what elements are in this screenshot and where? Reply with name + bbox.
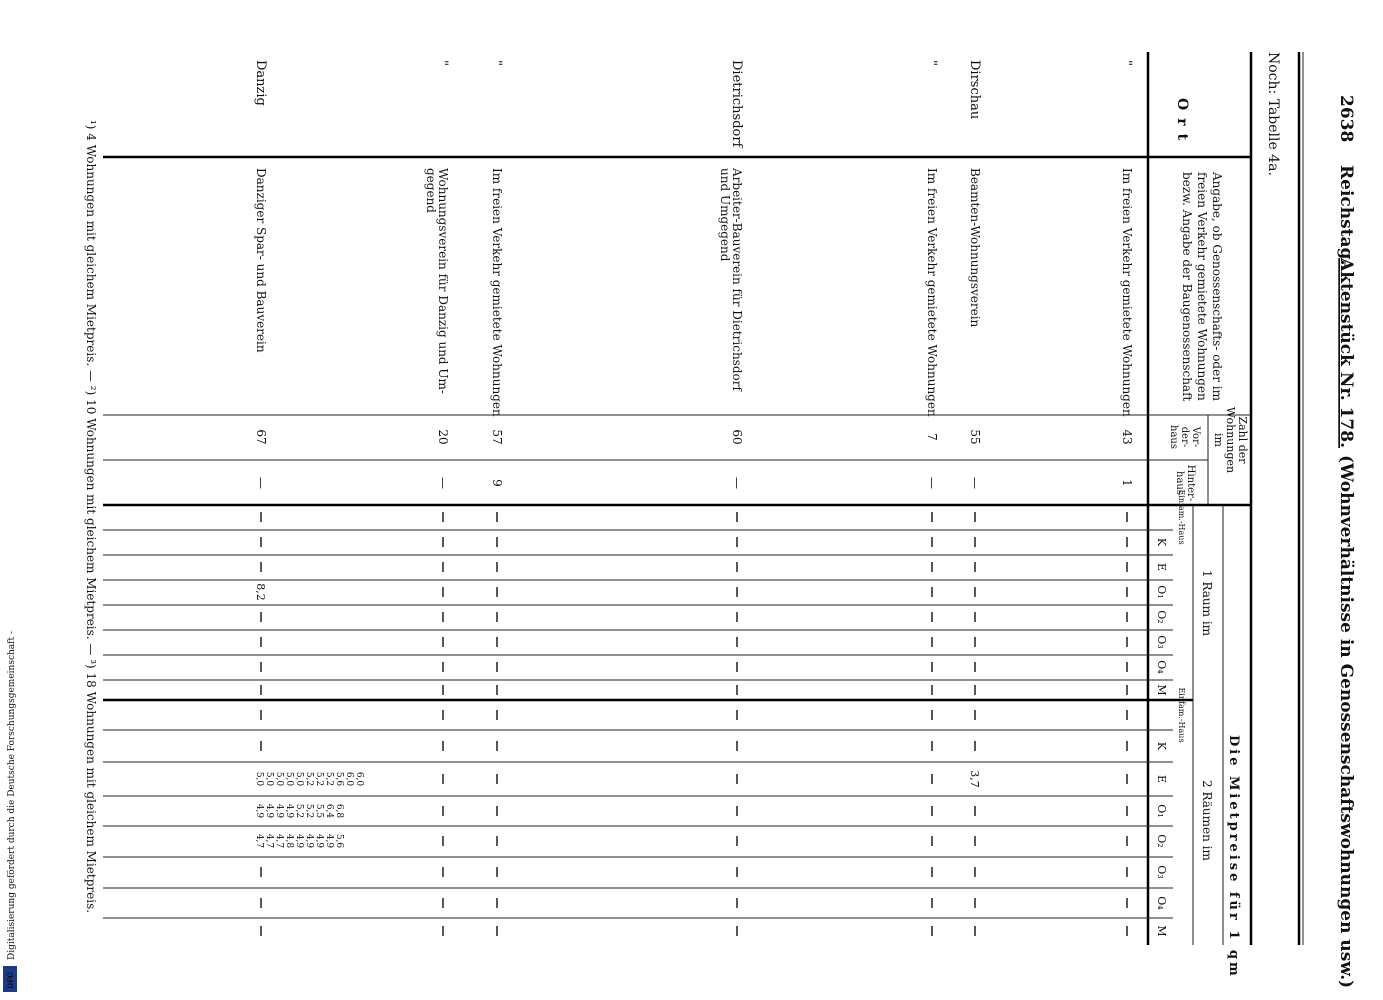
angabe-cell: und Umgegend <box>718 168 732 262</box>
vorderhaus-cell: 7 <box>925 433 939 441</box>
subheader-einfamhaus: Einfam.-Haus <box>1177 687 1186 743</box>
subheader-o2: O₂ <box>1155 834 1168 848</box>
angabe-cell: Im freien Verkehr gemietete Wohnungen <box>1120 168 1134 417</box>
ort-cell: Dirschau <box>967 60 982 120</box>
col-header-hinterhaus-2: haus <box>1174 471 1185 495</box>
angabe-cell: Im freien Verkehr gemietete Wohnungen <box>925 168 939 417</box>
page-number: 2638 <box>1336 95 1356 143</box>
price-cell: 5,5 <box>314 803 324 819</box>
subheader-o2: O₂ <box>1155 610 1168 624</box>
subheader-o3: O₃ <box>1155 865 1168 879</box>
price-cell: 5,2 <box>314 771 324 787</box>
price-cell: 4,8 <box>284 833 294 849</box>
ort-cell: " <box>924 60 939 66</box>
table-continuation-label: Noch: Tabelle 4a. <box>1265 52 1281 176</box>
angabe-cell: Danziger Spar- und Bauverein <box>254 168 268 353</box>
col-header-1-raum: 1 Raum im <box>1200 570 1214 637</box>
header-document: Aktenstück Nr. 178. <box>1336 258 1356 449</box>
subheader-e: E <box>1155 774 1168 784</box>
price-cell: 6,0 <box>354 771 364 787</box>
price-cell: 4,9 <box>304 833 314 849</box>
vorderhaus-cell: 60 <box>730 429 744 445</box>
price-cell: 4,7 <box>274 833 284 849</box>
vorderhaus-cell: 20 <box>436 429 450 445</box>
vorderhaus-cell: 67 <box>254 429 268 445</box>
price-cell: 5,2 <box>324 771 334 787</box>
subheader-o4: O₄ <box>1155 896 1168 910</box>
angabe-cell: gegend <box>424 168 438 213</box>
table-body <box>253 60 1134 936</box>
header-body: Reichstag. <box>1336 165 1356 266</box>
subheader-o3: O₃ <box>1155 635 1168 649</box>
dfg-logo-text: DFG <box>6 971 15 989</box>
ort-cell: " <box>1119 60 1134 66</box>
subheaders-2-raeume <box>1155 687 1186 936</box>
subheader-k: K <box>1155 741 1168 751</box>
subheader-e: E <box>1155 562 1168 572</box>
price-cell: 4,9 <box>274 803 284 819</box>
col-header-mietpreise: Die Mietpreise für 1 qm <box>1226 735 1241 979</box>
price-cell: 5,0 <box>294 771 304 787</box>
price-cell: 4,9 <box>284 803 294 819</box>
hinterhaus-cell: 9 <box>490 479 504 487</box>
col-header-zahl-1: Zahl der <box>1236 416 1249 464</box>
angabe-cell: Wohnungsverein für Danzig und Um- <box>436 168 450 394</box>
subheader-o1: O₁ <box>1155 585 1168 599</box>
angabe-cell: Im freien Verkehr gemietete Wohnungen <box>490 168 504 417</box>
attribution-text: Digitalisierung gefördert durch die Deutsche Forschungsgemeinschaft - <box>7 631 17 960</box>
price-cell: 5,0 <box>264 771 274 787</box>
price-cell: 5,2 <box>294 803 304 819</box>
col-header-zahl-3: im <box>1212 433 1225 447</box>
price-cell: 6,8 <box>334 803 344 819</box>
price-cell: 6,4 <box>324 803 334 819</box>
subheaders-1-raum <box>1155 489 1186 695</box>
price-cell: 8,2 <box>254 583 267 601</box>
ort-cell: Dietrichsdorf <box>729 60 744 148</box>
subheader-m: M <box>1155 684 1168 696</box>
col-header-2-raeume: 2 Räumen im <box>1200 780 1214 861</box>
hinterhaus-cell: — <box>730 477 744 489</box>
hinterhaus-cell: — <box>968 477 982 489</box>
col-header-zahl-2: Wohnungen <box>1224 406 1237 474</box>
price-cell: 5,2 <box>304 771 314 787</box>
price-cell: 4,9 <box>264 803 274 819</box>
price-cell: 4,9 <box>314 833 324 849</box>
subheader-k: K <box>1155 537 1168 547</box>
price-cell: 4,9 <box>294 833 304 849</box>
price-cell: 4,9 <box>324 833 334 849</box>
price-cell: 5,0 <box>274 771 284 787</box>
price-cell: 5,2 <box>304 803 314 819</box>
price-cell: 3,7 <box>968 770 981 788</box>
col-header-angabe-1: Angabe, ob Genossenschafts- oder im <box>1210 172 1224 401</box>
header-subject: (Wohnverhältnisse in Genossenschaftswohnungen usw.) <box>1336 455 1356 989</box>
vorderhaus-cell: 55 <box>968 429 982 445</box>
angabe-cell: Beamten-Wohnungsverein <box>968 168 982 328</box>
angabe-cell: Arbeiter-Bauverein für Dietrichsdorf <box>730 168 744 391</box>
subheader-o4: O₄ <box>1155 660 1168 674</box>
hinterhaus-cell: 1 <box>1120 479 1134 487</box>
price-cell: 4,9 <box>254 803 264 819</box>
ort-cell: " <box>435 60 450 66</box>
hinterhaus-cell: — <box>925 477 939 489</box>
subheader-einfamhaus: Einfam.-Haus <box>1177 489 1186 545</box>
col-header-angabe-3: bezw. Angabe der Baugenossenschaft <box>1180 172 1194 402</box>
subheader-o1: O₁ <box>1155 804 1168 818</box>
price-cell: 4,7 <box>264 833 274 849</box>
price-cell: 5,6 <box>334 771 344 787</box>
ort-cell: " <box>489 60 504 66</box>
subheader-m: M <box>1155 925 1168 937</box>
col-header-vorderhaus-3: haus <box>1168 425 1179 449</box>
price-cell: 5,0 <box>284 771 294 787</box>
price-cell: 5,0 <box>254 771 264 787</box>
hinterhaus-cell: — <box>254 477 268 489</box>
vorderhaus-cell: 57 <box>490 429 504 445</box>
col-header-hinterhaus-1: Hinter- <box>1185 464 1196 502</box>
footnote: ¹) 4 Wohnungen mit gleichem Mietpreis. — ²) 10 Wohnungen mit gleichem Mietpreis. — ³) 18 Wohnungen mit gleichem Mietpreis. <box>84 120 98 914</box>
col-header-vorderhaus-1: Vor- <box>1190 426 1201 448</box>
col-header-vorderhaus-2: der- <box>1179 426 1190 448</box>
price-cell: 4,7 <box>254 833 264 849</box>
price-cell: 6,0 <box>344 771 354 787</box>
ort-cell: Danzig <box>253 60 268 106</box>
vorderhaus-cell: 43 <box>1120 429 1134 445</box>
col-header-angabe-2: freien Verkehr gemietete Wohnungen <box>1195 172 1209 401</box>
hinterhaus-cell: — <box>436 477 450 489</box>
price-cell: 5,6 <box>334 833 344 849</box>
col-header-ort: Ort <box>1174 98 1190 149</box>
